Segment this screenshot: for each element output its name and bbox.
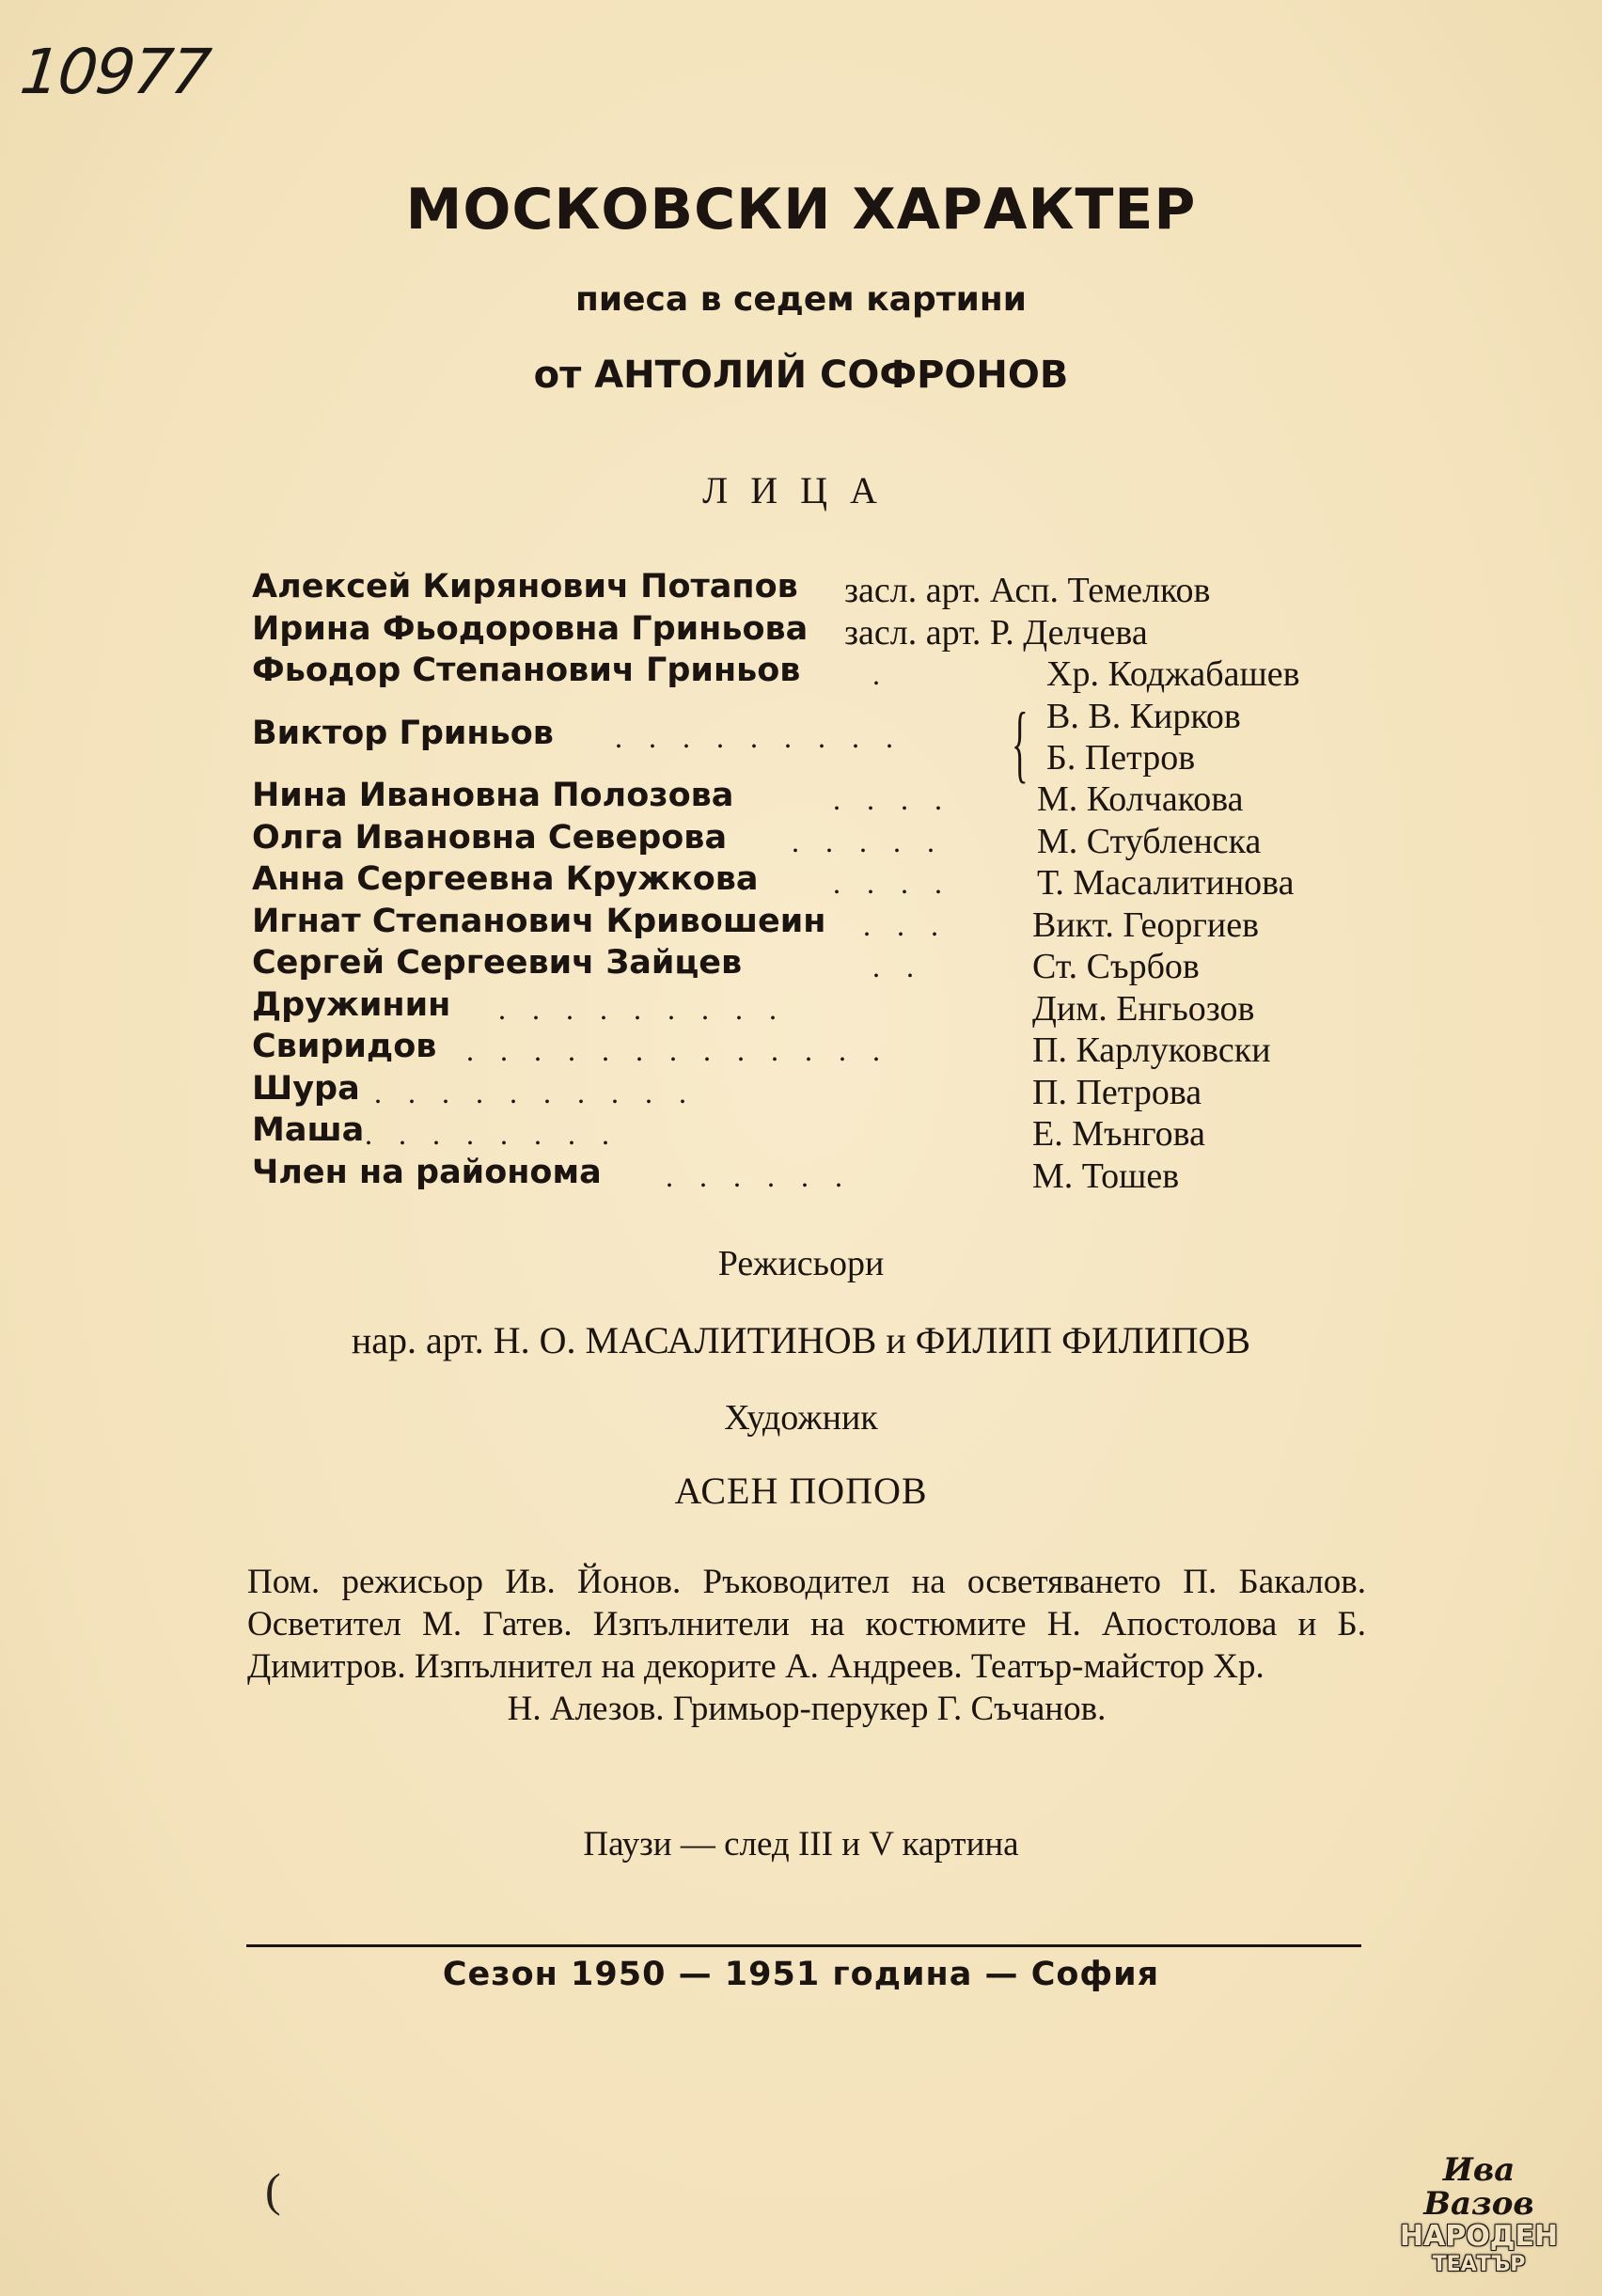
role-name: Алексей Кирянович Потапов (252, 568, 798, 605)
leader-dots: . . . (863, 907, 948, 942)
credits-paragraph (247, 1561, 1366, 1730)
role-name: Анна Сергеевна Кружкова (252, 860, 759, 898)
artist-label: Художник (724, 1398, 878, 1438)
leader-dots: . . . . . . . . . . (374, 1075, 696, 1109)
credits-last-line: Н. Алезов. Гримьор-перукер Г. Съчанов. (507, 1690, 1107, 1728)
author-line: от АНТОЛИЙ СОФРОНОВ (533, 354, 1069, 397)
double-cast-brace: { (1012, 695, 1029, 791)
actor-name: Хр. Коджабашев (1046, 654, 1300, 694)
leader-dots: . . (872, 950, 923, 983)
actor-name: Дим. Енгьозов (1032, 988, 1255, 1029)
cast-row (252, 777, 1380, 819)
cast-row (252, 1070, 1380, 1112)
role-name: Виктор Гриньов (252, 714, 554, 752)
actor-name: Е. Мънгова (1032, 1114, 1205, 1154)
cast-row (252, 1111, 1380, 1154)
cast-list (252, 568, 1380, 1195)
role-name: Нина Ивановна Полозова (252, 777, 734, 814)
credits-text: Пом. режисьор Ив. Йонов. Ръководител на осветяването П. Бакалов. Осветител М. Гатев. Изпълнители на костюмите Н. Апостолова и Б. Димитров. Изпълнител на декорите А. Андреев. Театър-майстор Хр. (247, 1563, 1366, 1686)
actor-name: П. Карлуковски (1032, 1030, 1271, 1070)
national-theatre-logo (1399, 2153, 1559, 2277)
actor-name: засл. арт. Р. Делчева (844, 612, 1148, 653)
directors-label: Режисьори (717, 1244, 885, 1283)
directors-names: нар. арт. Н. О. МАСАЛИТИНОВ и ФИЛИП ФИЛИПОВ (351, 1319, 1251, 1361)
cast-row (252, 986, 1380, 1029)
play-subtitle: пиеса в седем картини (575, 280, 1027, 319)
leader-dots: . . . . . . . . . . . . . (466, 1033, 889, 1067)
role-name: Член на районома (252, 1153, 602, 1191)
role-name: Сергей Сергеевич Зайцев (252, 944, 743, 982)
role-name: Олга Ивановна Северова (252, 818, 728, 857)
logo-word-theatre: ТЕАТЪР (1432, 2253, 1526, 2276)
actor-name: М. Колчакова (1037, 779, 1244, 819)
actor-name: П. Петрова (1032, 1072, 1202, 1112)
actor-name: Т. Масалитинова (1037, 863, 1295, 903)
inventory-number: 10977 (16, 36, 213, 108)
leader-dots: . . . . . (792, 824, 944, 858)
cast-row (252, 610, 1380, 653)
pencil-mark: ( (265, 2163, 281, 2216)
actor-name: В. В. Кирков (1046, 696, 1241, 736)
cast-row (252, 735, 1380, 778)
role-name: Свиридов (252, 1028, 437, 1065)
leader-dots: . . . . (833, 782, 951, 816)
actor-name: Викт. Георгиев (1032, 904, 1260, 945)
cast-row (252, 1028, 1380, 1070)
cast-heading: ЛИЦА (702, 469, 900, 511)
leader-dots: . . . . . . (666, 1158, 852, 1193)
cast-row (252, 568, 1380, 610)
artist-name: АСЕН ПОПОВ (674, 1470, 928, 1512)
leader-dots: . . . . (833, 866, 951, 900)
actor-name: Ст. Сърбов (1032, 947, 1200, 986)
actor-name: М. Тошев (1032, 1156, 1180, 1196)
leader-dots: . . . . . . . . (365, 1117, 619, 1151)
cast-row (252, 652, 1380, 694)
footer-rule (246, 1944, 1361, 1947)
cast-row (252, 819, 1380, 861)
actor-name: засл. арт. Асп. Темелков (844, 571, 1211, 610)
pauses-note: Паузи — след III и V картина (583, 1825, 1019, 1864)
season-line: Сезон 1950 — 1951 година — София (442, 1956, 1160, 1993)
cast-row (252, 1154, 1380, 1196)
role-name: Ирина Фьодоровна Гриньова (252, 609, 809, 648)
cast-row (252, 694, 1380, 754)
cast-row (252, 903, 1380, 945)
actor-name: М. Стубленска (1037, 821, 1262, 861)
play-title: МОСКОВСКИ ХАРАКТЕР (405, 177, 1197, 243)
leader-dots: . (872, 657, 889, 691)
cast-row (252, 944, 1380, 986)
role-name: Дружинин (252, 985, 451, 1024)
logo-word-national: НАРОДЕН (1399, 2220, 1559, 2253)
role-name: Игнат Степанович Кривошеин (252, 902, 826, 940)
logo-signature: Ива Вазов (1423, 2151, 1534, 2223)
role-name: Фьодор Степанович Гриньов (252, 652, 801, 689)
leader-dots: . . . . . . . . . (615, 719, 903, 754)
actor-name: Б. Петров (1046, 737, 1196, 778)
role-name: Маша (252, 1111, 365, 1149)
leader-dots: . . . . . . . . . (498, 991, 786, 1026)
role-name: Шура (252, 1069, 360, 1108)
cast-row (252, 860, 1380, 903)
